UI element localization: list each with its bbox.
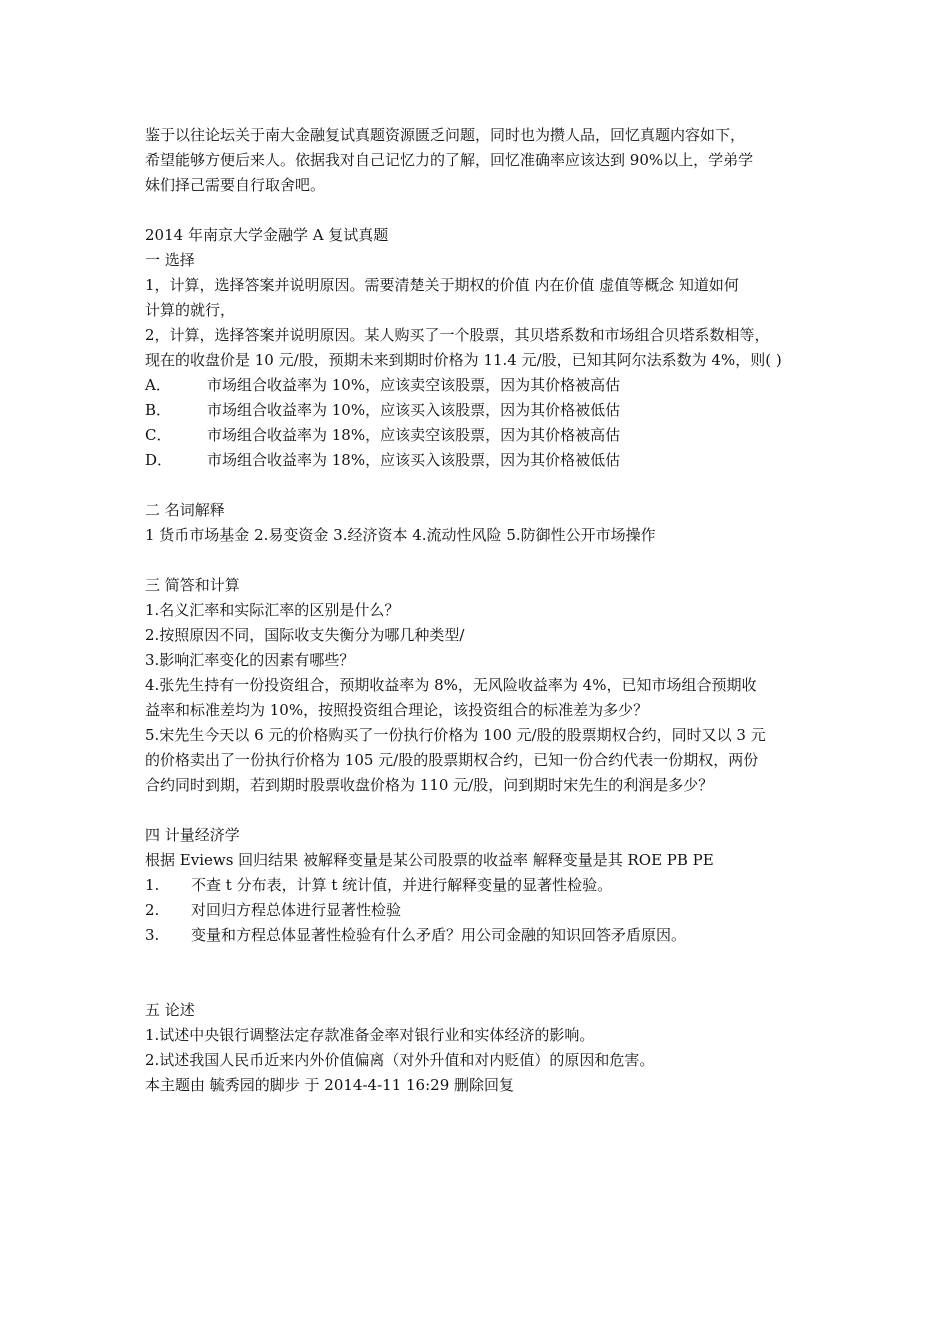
question-line: 2，计算，选择答案并说明原因。某人购买了一个股票，其贝塔系数和市场组合贝塔系数相等，	[145, 326, 770, 344]
question-line: 的价格卖出了一份执行价格为 105 元/股的股票期权合约，已知一份合约代表一份期权，两份	[145, 751, 759, 769]
section-choice	[145, 248, 825, 473]
question-line: 现在的收盘价是 10 元/股，预期未来到期时价格为 11.4 元/股，已知其阿尔法系数为 4%，则( )	[145, 351, 782, 369]
question-line: 益率和标准差均为 10%，按照投资组合理论，该投资组合的标准差为多少？	[145, 701, 649, 719]
question-line: 2.按照原因不同，国际收支失衡分为哪几种类型/	[145, 626, 465, 644]
footer-note: 本主题由 毓秀园的脚步 于 2014-4-11 16:29 删除回复	[145, 1076, 515, 1094]
question-line: 1，计算，选择答案并说明原因。需要清楚关于期权的价值 内在价值 虚值等概念 知道如何	[145, 276, 739, 294]
terms-line: 1 货币市场基金 2.易变资金 3.经济资本 4.流动性风险 5.防御性公开市场操作	[145, 526, 656, 544]
intro-paragraph	[145, 123, 825, 198]
option-label: C．	[145, 426, 172, 444]
section-short-answer	[145, 573, 825, 798]
section-terms	[145, 498, 825, 548]
spacer	[145, 798, 825, 823]
option-text: 市场组合收益率为 18%，应该买入该股票，因为其价格被低估	[207, 451, 621, 469]
item-number: 2.	[145, 901, 160, 919]
item-text: 变量和方程总体显著性检验有什么矛盾？用公司金融的知识回答矛盾原因。	[191, 926, 687, 944]
question-line: 5.宋先生今天以 6 元的价格购买了一份执行价格为 100 元/股的股票期权合约，同时又以 3 元	[145, 726, 766, 744]
numbered-item	[145, 923, 825, 948]
choice-option	[145, 448, 825, 473]
item-text: 不查 t 分布表，计算 t 统计值，并进行解释变量的显著性检验。	[191, 876, 613, 894]
question-line: 1.名义汇率和实际汇率的区别是什么？	[145, 601, 400, 619]
numbered-item	[145, 873, 825, 898]
choice-option	[145, 373, 825, 398]
option-label: B．	[145, 401, 172, 419]
option-text: 市场组合收益率为 18%，应该卖空该股票，因为其价格被高估	[207, 426, 621, 444]
exam-title: 2014 年南京大学金融学 A 复试真题	[145, 226, 389, 244]
intro-line: 妹们择己需要自行取舍吧。	[145, 176, 326, 194]
intro-line: 希望能够方便后来人。依据我对自己记忆力的了解，回忆准确率应该达到 90%以上，学弟学	[145, 151, 754, 169]
choice-option	[145, 398, 825, 423]
question-line: 3.影响汇率变化的因素有哪些？	[145, 651, 355, 669]
question-line: 合约同时到期，若到期时股票收盘价格为 110 元/股，问到期时宋先生的利润是多少？	[145, 776, 714, 794]
option-label: A．	[145, 376, 171, 394]
spacer	[145, 548, 825, 573]
question-line: 计算的就行，	[145, 301, 236, 319]
option-text: 市场组合收益率为 10%，应该买入该股票，因为其价格被低估	[207, 401, 621, 419]
section-essay	[145, 998, 825, 1073]
item-number: 1.	[145, 876, 160, 894]
question-line: 4.张先生持有一份投资组合，预期收益率为 8%，无风险收益率为 4%，已知市场组合预期收	[145, 676, 757, 694]
document-body	[145, 123, 825, 1098]
option-label: D．	[145, 451, 173, 469]
intro-line: 鉴于以往论坛关于南大金融复试真题资源匮乏问题，同时也为攒人品，回忆真题内容如下，	[145, 126, 746, 144]
spacer	[145, 948, 825, 998]
option-text: 市场组合收益率为 10%，应该卖空该股票，因为其价格被高估	[207, 376, 621, 394]
section-econometrics	[145, 823, 825, 948]
item-number: 3.	[145, 926, 160, 944]
section-heading: 五 论述	[145, 1001, 195, 1019]
section-heading: 二 名词解释	[145, 501, 225, 519]
numbered-item	[145, 898, 825, 923]
choice-option	[145, 423, 825, 448]
section-heading: 一 选择	[145, 251, 195, 269]
question-line: 2.试述我国人民币近来内外价值偏离（对外升值和对内贬值）的原因和危害。	[145, 1051, 655, 1069]
spacer	[145, 198, 825, 223]
item-text: 对回归方程总体进行显著性检验	[191, 901, 402, 919]
spacer	[145, 473, 825, 498]
question-line: 1.试述中央银行调整法定存款准备金率对银行业和实体经济的影响。	[145, 1026, 595, 1044]
section-intro: 根据 Eviews 回归结果 被解释变量是某公司股票的收益率 解释变量是其 ROE PB PE	[145, 851, 714, 869]
section-heading: 四 计量经济学	[145, 826, 240, 844]
section-heading: 三 简答和计算	[145, 576, 240, 594]
